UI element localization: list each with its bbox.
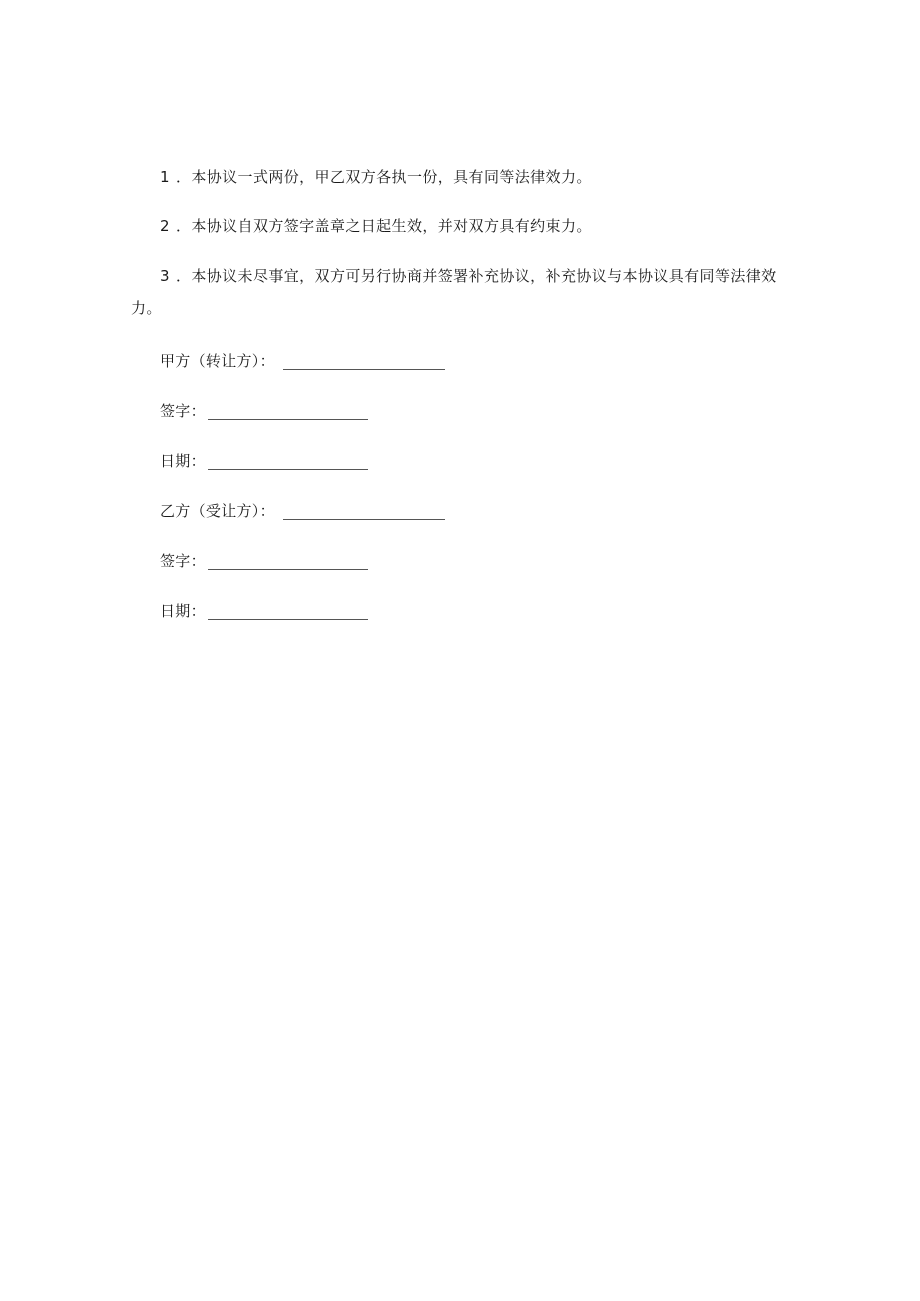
party-b-date-line: [208, 619, 368, 620]
party-b-signature-label: 签字：: [160, 552, 206, 570]
clause-1: [131, 161, 801, 193]
clause-text: ．本协议自双方签字盖章之日起生效，并对双方具有约束力。: [175, 217, 592, 235]
clause-text: ．本协议一式两份，甲乙双方各执一份，具有同等法律效力。: [175, 168, 592, 186]
party-a-signature-line: [208, 419, 368, 420]
clause-number: 3: [160, 267, 170, 285]
clause-text: ．本协议未尽事宜，双方可另行协商并签署补充协议，补充协议与本协议具有同等法律效力。: [131, 267, 777, 317]
party-b-label: 乙方（受让方）：: [160, 502, 275, 520]
party-b-signature-line: [208, 569, 368, 570]
party-b-signature-row: [160, 549, 368, 573]
party-a-signature-row: [160, 399, 368, 423]
party-a-date-row: [160, 449, 368, 473]
party-b-blank-line: [283, 519, 445, 520]
party-a-blank-line: [283, 369, 445, 370]
party-a-row: [160, 349, 445, 373]
party-a-signature-label: 签字：: [160, 402, 206, 420]
clause-3: [131, 260, 801, 324]
clause-number: 1: [160, 168, 170, 186]
party-b-row: [160, 499, 445, 523]
party-a-label: 甲方（转让方）：: [160, 352, 275, 370]
party-a-date-label: 日期：: [160, 452, 206, 470]
party-a-date-line: [208, 469, 368, 470]
clause-2: [131, 210, 801, 242]
party-b-date-label: 日期：: [160, 602, 206, 620]
party-b-date-row: [160, 599, 368, 623]
clause-number: 2: [160, 217, 170, 235]
